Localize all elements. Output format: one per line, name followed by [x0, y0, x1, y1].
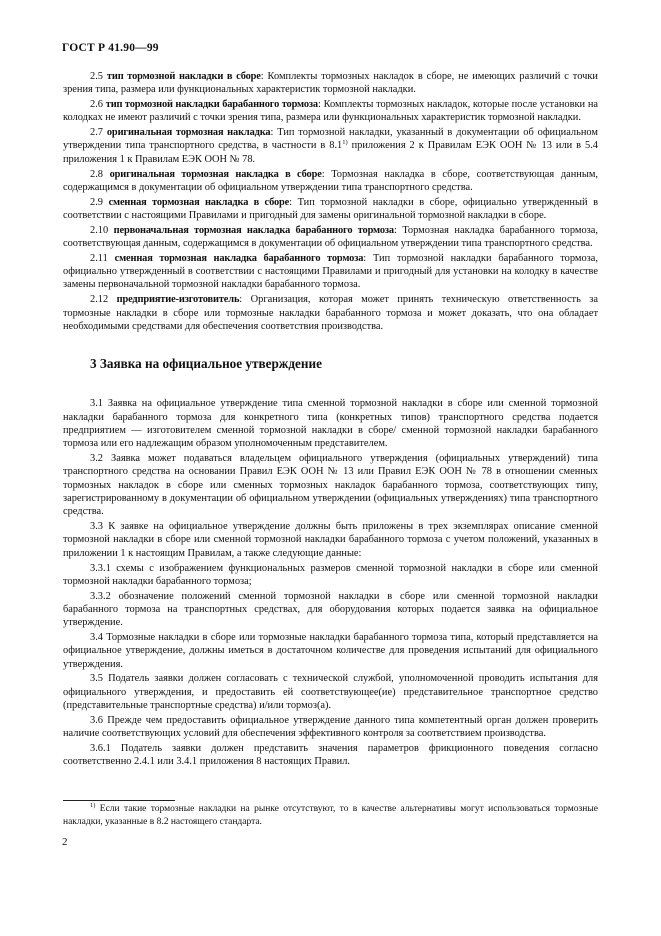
- footnote-reference: 1): [342, 139, 348, 147]
- definition-text: : Комплекты тормозных накладок в сборе, не имеющих различий с точки зрения типа, размера или функциональных характеристик тормозной накладки.: [63, 71, 598, 96]
- definition-text: : Тормозная накладка в сборе, соответствующая данным, содержащимся в документации об официальном утверждении типа транспортного средства.: [63, 168, 598, 193]
- definition-text: : Тип тормозной накладки, указанный в документации об официальном утверждении типа транспортного средства, в частности в 8.1: [63, 127, 598, 152]
- footnote-divider: [63, 800, 175, 801]
- section-paragraph: 3.3 К заявке на официальное утверждение должны быть приложены в трех экземплярах описание сменной тормозной накладки в сборе или сменной тормозной накладки барабанного тормоза с учетом положений, указанных в приложении 1 к настоящим Правилам, а также следующие данные:: [63, 521, 598, 559]
- section-paragraph: 3.5 Податель заявки должен согласовать с технической службой, уполномоченной проводить испытания для официального утверждения, и предоставить ей соответствующее(ие) представительное транспортное средство (представительные транспортные средства) и/или тормоз(а).: [63, 673, 598, 711]
- definition-term: сменная тормозная накладка в сборе: [108, 196, 290, 208]
- section-paragraph: 3.3.2 обозначение положений сменной тормозной накладки в сборе или сменной тормозной накладки барабанного тормоза на транспортных средствах, для оборудования которых подается заявка на официальное утверждение.: [63, 590, 598, 629]
- definition-item: [63, 70, 598, 97]
- section-3-paragraphs: [63, 397, 598, 768]
- section-paragraph: 3.3.1 схемы с изображением функциональных размеров сменной тормозной накладки в сборе или сменной тормозной накладки барабанного тормоза;: [63, 562, 598, 587]
- definition-item: [63, 98, 598, 125]
- section-heading: 3 Заявка на официальное утверждение: [90, 356, 322, 372]
- definition-number: 2.5: [90, 71, 103, 82]
- page-number: 2: [62, 836, 68, 848]
- section-paragraph: 3.6.1 Податель заявки должен представить значения параметров фрикционного поведения согласно соответственно 2.4.1 или 3.4.1 приложения 8 настоящих Правил.: [63, 742, 598, 768]
- footnote: [63, 803, 598, 828]
- definition-text: : Комплекты тормозных накладок, которые после установки на колодках не имеют различий с точки зрения типа, размера или функциональных характеристик тормозной накладки.: [63, 99, 598, 124]
- definition-number: 2.8: [90, 168, 103, 180]
- footnote-text: Если такие тормозные накладки на рынке отсутствуют, то в качестве альтернативы могут использоваться тормозные накладки, указанные в 8.2 настоящего стандарта.: [63, 804, 598, 827]
- definition-text: : Тормозная накладка барабанного тормоза, соответствующая данным, содержащимся в документации об официальном утверждении типа транспортного средства.: [63, 224, 598, 250]
- definition-term: сменная тормозная накладка барабанного тормоза: [114, 252, 364, 264]
- definition-item: [63, 168, 598, 195]
- definition-item: [63, 196, 598, 223]
- definition-item: [63, 224, 598, 251]
- definition-term: предприятие-изготовитель: [116, 294, 240, 306]
- definition-term: оригинальная тормозная накладка в сборе: [109, 168, 322, 180]
- definition-number: 2.9: [90, 196, 103, 208]
- definition-text: : Тип тормозной накладки в сборе, официально утвержденный в соответствии с настоящими Правилами и пригодный для замены оригинальной тормозной накладки в сборе.: [63, 196, 598, 221]
- definition-term: тип тормозной накладки в сборе: [106, 71, 261, 82]
- definition-item: [63, 293, 598, 333]
- section-paragraph: 3.6 Прежде чем предоставить официальное утверждение данного типа компетентный орган должен проверить наличие соответствующих условий для обеспечения эффективного контроля за соответствием производства.: [63, 714, 598, 740]
- definition-number: 2.11: [90, 252, 108, 264]
- definition-item: [63, 126, 598, 166]
- definition-term: тип тормозной накладки барабанного тормоза: [105, 99, 318, 111]
- definition-term: оригинальная тормозная накладка: [106, 127, 271, 139]
- definition-item: [63, 252, 598, 292]
- document-body: [63, 70, 598, 770]
- definition-number: 2.7: [90, 127, 103, 139]
- section-paragraph: 3.4 Тормозные накладки в сборе или тормозные накладки барабанного тормоза типа, который представляется на официальное утверждение, должны иметься в достаточном количестве для проведения испытаний для официального утверждения.: [63, 631, 598, 670]
- definition-number: 2.10: [90, 224, 109, 236]
- definition-text: : Тип тормозной накладки барабанного тормоза, официально утвержденный в соответствии с настоящими Правилами и пригодный для установки на колодку в качестве замены первоначальной тормозной накладки барабанного тормоза.: [63, 252, 598, 291]
- definition-text-continued: приложения 2 к Правилам ЕЭК ООН № 13 или в 5.4 приложения 1 к Правилам ЕЭК ООН № 78.: [63, 140, 598, 165]
- definition-text: : Организация, которая может принять техническую ответственность за тормозные накладки в сборе или тормозные накладки барабанного тормоза и может доказать, что она обладает необходимыми средствами для обеспечения соответствия производства.: [63, 294, 598, 332]
- footnote-mark: 1): [90, 802, 96, 809]
- section-paragraph: 3.2 Заявка может подаваться владельцем официального утверждения (официальных утверждений) типа транспортного средства на основании Правил ЕЭК ООН № 13 или Правил ЕЭК ООН № 78 в отношении сменных тормозных накладок в сборе или сменных тормозных накладок барабанного тормоза, соответствующих типу, зарегистрированному в документации об официальном утверждении (официальных утверждениях) типа транспортного средства.: [63, 453, 598, 518]
- definition-number: 2.12: [90, 294, 109, 306]
- section-paragraph: 3.1 Заявка на официальное утверждение типа сменной тормозной накладки в сборе или сменной тормозной накладки барабанного тормоза для конкретного типа (конкретных типов) транспортного средства подается предприятием — изготовителем сменной тормозной накладки в сборе/ сменной тормозной накладки барабанного тормоза или его надлежащим образом уполномоченным представителем.: [63, 398, 598, 450]
- definition-term: первоначальная тормозная накладка барабанного тормоза: [113, 224, 394, 236]
- standard-code-header: ГОСТ Р 41.90—99: [62, 42, 159, 54]
- definition-number: 2.6: [90, 99, 103, 111]
- definitions-list: [63, 70, 598, 333]
